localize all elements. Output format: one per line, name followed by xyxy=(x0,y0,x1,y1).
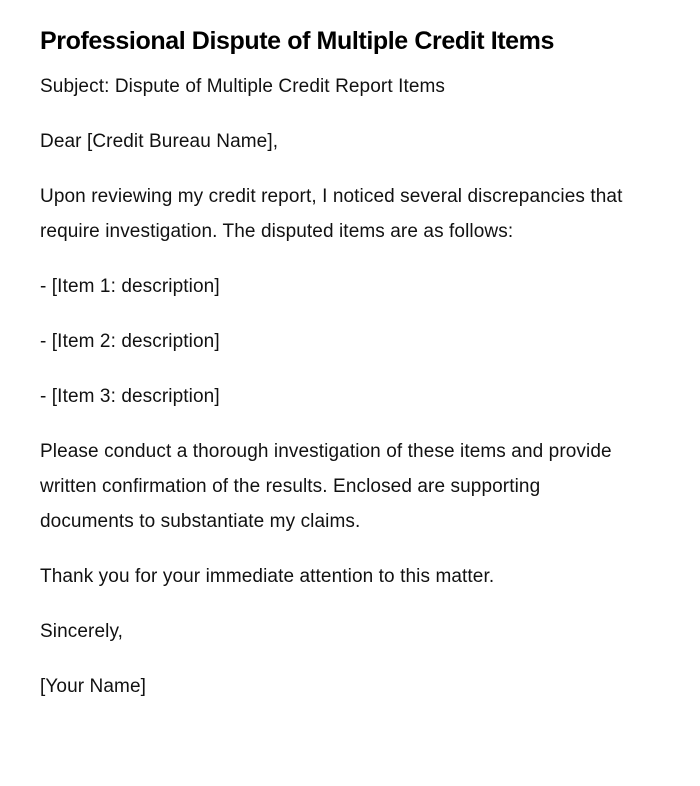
document-title: Professional Dispute of Multiple Credit Items xyxy=(40,27,555,55)
disputed-item-2: - [Item 2: description] xyxy=(40,331,220,352)
closing: Sincerely, xyxy=(40,621,124,642)
letter-document xyxy=(40,22,630,724)
signature: [Your Name] xyxy=(40,676,147,697)
salutation: Dear [Credit Bureau Name], xyxy=(40,131,279,152)
subject-line: Subject: Dispute of Multiple Credit Report Items xyxy=(40,76,446,97)
disputed-item-1: - [Item 1: description] xyxy=(40,276,220,297)
intro-paragraph: Upon reviewing my credit report, I noticed several discrepancies that require investigation. The disputed items are as follows: xyxy=(40,186,623,242)
request-paragraph: Please conduct a thorough investigation of these items and provide written confirmation of the results. Enclosed are supporting documents to substantiate my claims. xyxy=(40,441,612,532)
disputed-item-3: - [Item 3: description] xyxy=(40,386,220,407)
thanks-paragraph: Thank you for your immediate attention to this matter. xyxy=(40,566,495,587)
